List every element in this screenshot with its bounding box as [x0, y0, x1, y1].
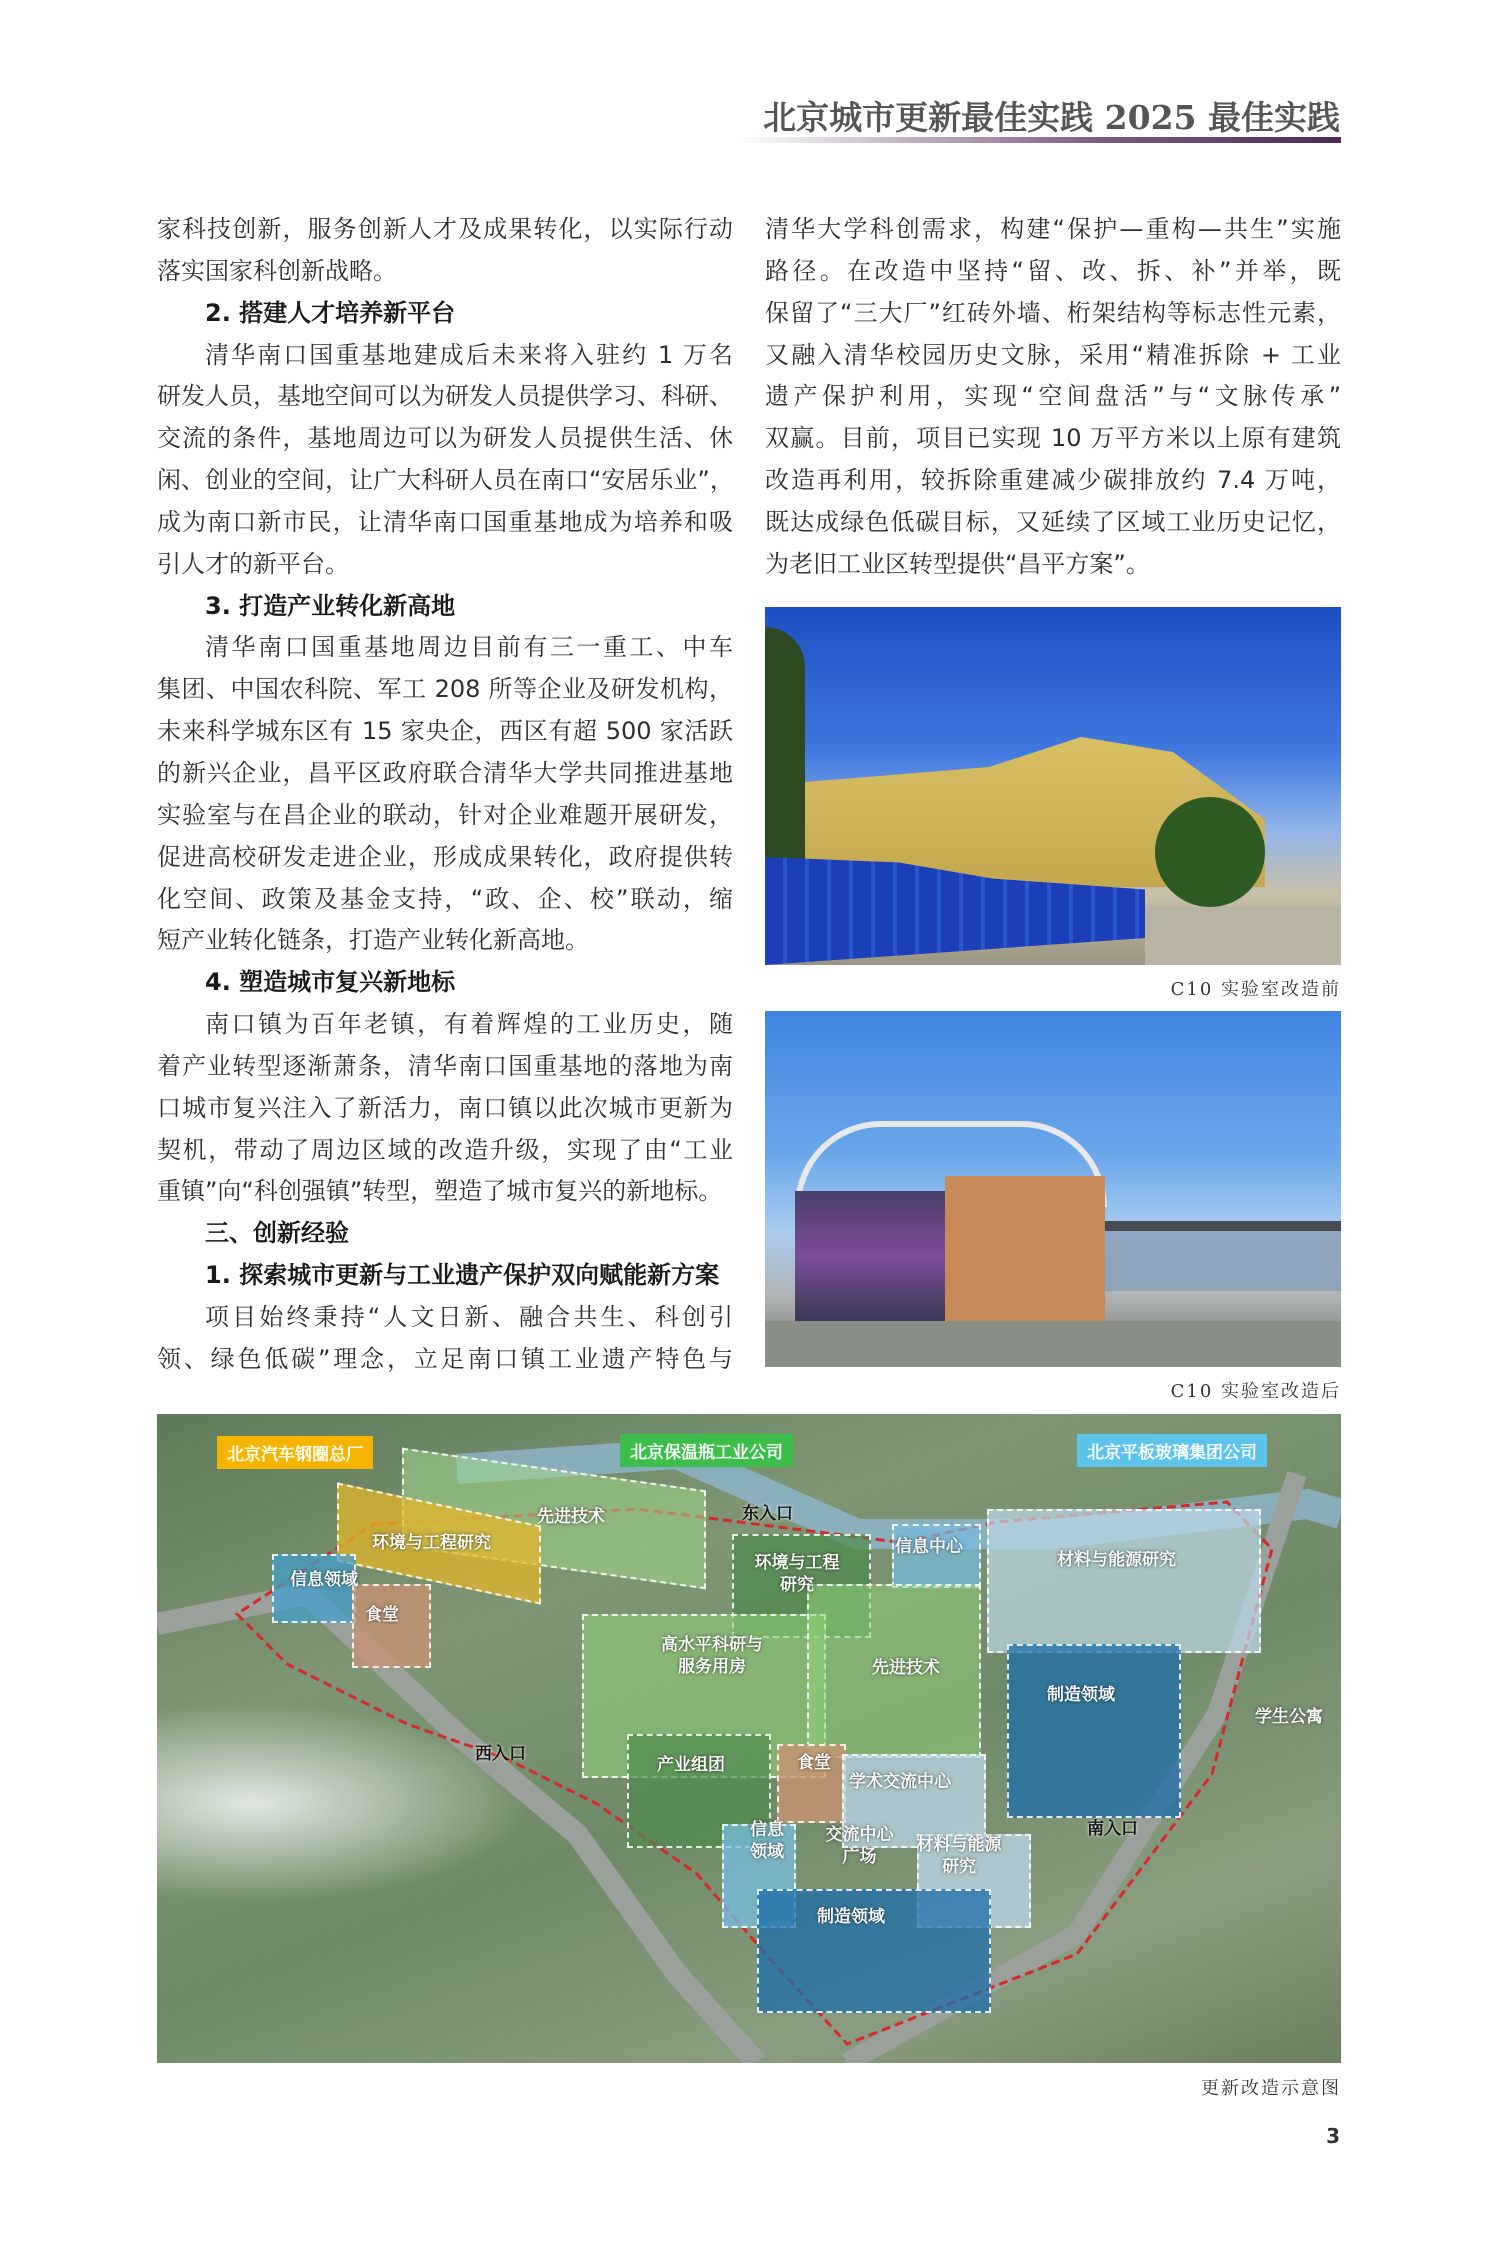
paragraph-line: 项目始终秉持“人文日新、融合共生、科创引: [205, 1302, 733, 1331]
brick-wall: [945, 1176, 1105, 1326]
map-label: 环境与工程研究: [372, 1533, 491, 1553]
map-label: 先进技术: [537, 1507, 605, 1527]
map-label: 学生公寓: [1255, 1707, 1323, 1727]
paragraph-line: 家科技创新，服务创新人才及成果转化，以实际行动: [157, 215, 733, 243]
photo1-caption: C10 实验室改造前: [1170, 979, 1341, 1000]
map-tag-thermos-factory: 北京保温瓶工业公司: [620, 1434, 793, 1467]
map-label: 学术交流中心: [849, 1772, 951, 1792]
paragraph-line: 未来科学城东区有 15 家央企，西区有超 500 家活跃: [157, 717, 733, 746]
map-tag-steel-rim-factory: 北京汽车钢圈总厂: [217, 1436, 373, 1469]
map-label: 高水平科研与服务用房: [661, 1635, 763, 1677]
paragraph-line: 又融入清华校园历史文脉，采用“精准拆除 + 工业: [765, 340, 1341, 369]
map-label: 食堂: [797, 1753, 831, 1773]
paragraph-line: 遗产保护利用，实现“空间盘活”与“文脉传承”: [765, 382, 1341, 411]
map-caption: 更新改造示意图: [1201, 2078, 1341, 2099]
section-heading: 2. 搭建人才培养新平台: [205, 298, 456, 327]
paragraph-line: 化空间、政策及基金支持，“政、企、校”联动，缩: [157, 884, 733, 913]
map-label: 信息领域: [750, 1820, 784, 1862]
map-label: 环境与工程研究: [754, 1553, 840, 1595]
map-label: 信息中心: [895, 1537, 963, 1557]
paragraph-line: 重镇”向“科创强镇”转型，塑造了城市复兴的新地标。: [157, 1177, 723, 1206]
page-number: 3: [1326, 2124, 1340, 2148]
photo-c10-lab-after: [765, 1011, 1341, 1367]
right-text-column: [765, 209, 1341, 586]
map-tag-flat-glass-group: 北京平板玻璃集团公司: [1077, 1434, 1267, 1467]
map-label: 交流中心广场: [825, 1825, 894, 1867]
paragraph-line: 研发人员，基地空间可以为研发人员提供学习、科研、: [157, 382, 733, 411]
paragraph-line: 交流的条件，基地周边可以为研发人员提供生活、休: [157, 424, 733, 453]
paragraph-line: 既达成绿色低碳目标，又延续了区域工业历史记忆，: [765, 507, 1341, 536]
plaza-ground: [765, 1321, 1341, 1367]
paragraph-line: 南口镇为百年老镇，有着辉煌的工业历史，随: [205, 1010, 733, 1039]
tree-right: [1155, 797, 1265, 907]
paragraph-line: 促进高校研发走进企业，形成成果转化，政府提供转: [157, 842, 733, 871]
map-label: 材料与能源研究: [1057, 1550, 1176, 1570]
map-label: 产业组团: [657, 1755, 725, 1775]
paragraph-line: 清华南口国重基地建成后未来将入驻约 1 万名: [205, 340, 733, 369]
map-label: 信息领域: [290, 1570, 358, 1590]
map-label: 制造领域: [817, 1907, 885, 1927]
zone-materials-energy-north: [987, 1509, 1261, 1653]
section-heading: 4. 塑造城市复兴新地标: [205, 968, 456, 997]
paragraph-line: 清华南口国重基地周边目前有三一重工、中车: [205, 633, 733, 662]
paragraph-line: 短产业转化链条，打造产业转化新高地。: [157, 926, 589, 955]
paragraph-line: 闲、创业的空间，让广大科研人员在南口“安居乐业”，: [157, 466, 734, 495]
map-west-entrance: 西入口: [475, 1744, 526, 1764]
photo2-caption: C10 实验室改造后: [1170, 1381, 1341, 1402]
map-label: 食堂: [365, 1605, 399, 1625]
paragraph-line: 集团、中国农科院、军工 208 所等企业及研发机构，: [157, 675, 733, 704]
map-label: 材料与能源研究: [916, 1835, 1002, 1877]
paragraph-line: 领、绿色低碳”理念，立足南口镇工业遗产特色与: [157, 1344, 733, 1373]
renovation-site-plan-map: [157, 1414, 1341, 2063]
paragraph-line: 的新兴企业，昌平区政府联合清华大学共同推进基地: [157, 758, 733, 787]
map-east-entrance: 东入口: [742, 1504, 793, 1524]
zone-canteen-west: [352, 1584, 431, 1668]
paragraph-line: 着产业转型逐渐萧条，清华南口国重基地的落地为南: [157, 1051, 733, 1080]
running-header-title: 北京城市更新最佳实践 2025 最佳实践: [763, 98, 1340, 137]
section-heading: 三、创新经验: [205, 1219, 349, 1248]
walkway-canopy: [1105, 1221, 1341, 1291]
photo-c10-lab-before: [765, 607, 1341, 965]
paragraph-line: 契机，带动了周边区域的改造升级，实现了由“工业: [157, 1135, 733, 1164]
map-label: 制造领域: [1047, 1685, 1115, 1705]
header-gradient-rule: [735, 137, 1341, 143]
paragraph-line: 实验室与在昌企业的联动，针对企业难题开展研发，: [157, 800, 733, 829]
map-south-entrance: 南入口: [1087, 1819, 1138, 1839]
paragraph-line: 清华大学科创需求，构建“保护—重构—共生”实施: [765, 215, 1341, 243]
ground: [1145, 907, 1341, 965]
paragraph-line: 双赢。目前，项目已实现 10 万平方米以上原有建筑: [765, 424, 1341, 453]
section-heading: 1. 探索城市更新与工业遗产保护双向赋能新方案: [205, 1261, 720, 1290]
paragraph-line: 引人才的新平台。: [157, 549, 349, 578]
paragraph-line: 为老旧工业区转型提供“昌平方案”。: [765, 549, 1150, 578]
section-heading: 3. 打造产业转化新高地: [205, 591, 456, 620]
tree-left: [765, 627, 805, 877]
paragraph-line: 口城市复兴注入了新活力，南口镇以此次城市更新为: [157, 1093, 733, 1122]
zone-manufacturing-east: [1007, 1644, 1181, 1818]
map-label: 先进技术: [872, 1658, 940, 1678]
paragraph-line: 改造再利用，较拆除重建减少碳排放约 7.4 万吨，: [765, 466, 1341, 495]
glass-facade: [795, 1191, 945, 1321]
left-text-column: [157, 209, 733, 1381]
paragraph-line: 路径。在改造中坚持“留、改、拆、补”并举，既: [765, 256, 1341, 285]
paragraph-line: 成为南口新市民，让清华南口国重基地成为培养和吸: [157, 507, 733, 536]
paragraph-line: 保留了“三大厂”红砖外墙、桁架结构等标志性元素，: [765, 298, 1341, 327]
paragraph-line: 落实国家科创新战略。: [157, 256, 397, 285]
